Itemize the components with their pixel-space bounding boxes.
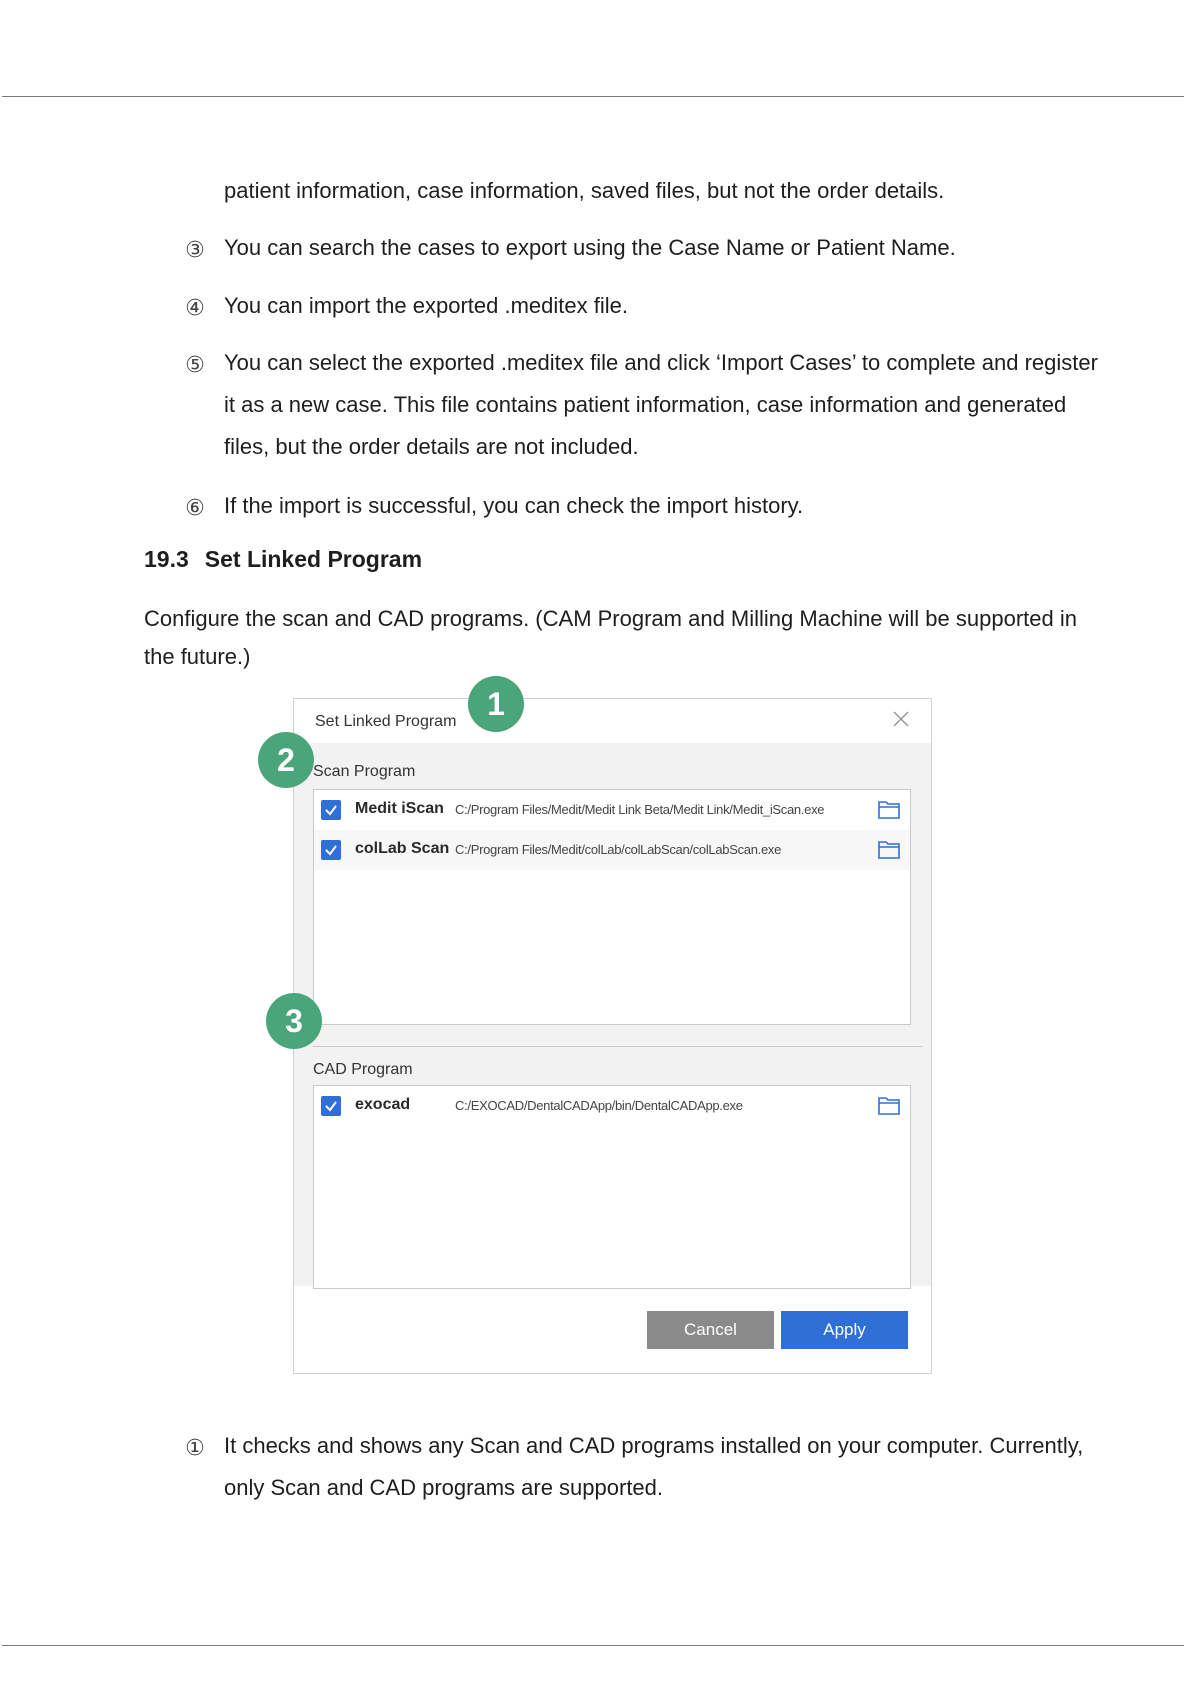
section-divider bbox=[313, 1046, 922, 1047]
dialog-body bbox=[294, 743, 931, 1286]
set-linked-program-dialog bbox=[293, 698, 932, 1374]
footer-rule bbox=[2, 1645, 1184, 1646]
program-path: C:/Program Files/Medit/Medit Link Beta/Medit Link/Medit_iScan.exe bbox=[455, 802, 825, 817]
cad-program-list bbox=[313, 1085, 911, 1289]
program-path: C:/Program Files/Medit/colLab/colLabScan/colLabScan.exe bbox=[455, 842, 782, 857]
dialog-title: Set Linked Program bbox=[315, 713, 457, 730]
callout-3: 3 bbox=[266, 993, 322, 1049]
list-marker-3: ③ bbox=[185, 237, 205, 262]
callout-1: 1 bbox=[468, 676, 524, 732]
list-marker-4: ④ bbox=[185, 295, 205, 320]
cad-program-label: CAD Program bbox=[313, 1061, 413, 1078]
paragraph-continuation: patient information, case information, saved files, but not the order details. bbox=[224, 178, 945, 203]
folder-icon[interactable] bbox=[877, 838, 901, 860]
paragraph-import: You can import the exported .meditex file. bbox=[224, 293, 628, 318]
paragraph-select: You can select the exported .meditex file and click ‘Import Cases’ to complete and register it as a new case. This file contains patient information, case information and generated files, but the order details are not included. bbox=[224, 350, 1098, 459]
list-marker-1: ① bbox=[185, 1435, 205, 1460]
program-name: exocad bbox=[355, 1096, 411, 1113]
checkbox-checked-icon[interactable] bbox=[321, 800, 341, 820]
paragraph-search: You can search the cases to export using the Case Name or Patient Name. bbox=[224, 235, 956, 260]
apply-button[interactable]: Apply bbox=[781, 1311, 908, 1349]
callout-2: 2 bbox=[258, 732, 314, 788]
paragraph-after: It checks and shows any Scan and CAD programs installed on your computer. Currently, only Scan and CAD programs are supported. bbox=[224, 1433, 1084, 1500]
checkbox-checked-icon[interactable] bbox=[321, 840, 341, 860]
program-path: C:/EXOCAD/DentalCADApp/bin/DentalCADApp.exe bbox=[455, 1098, 743, 1113]
program-name: Medit iScan bbox=[355, 800, 444, 817]
section-intro: Configure the scan and CAD programs. (CAM Program and Milling Machine will be supported in the future.) bbox=[144, 606, 1077, 669]
program-name: colLab Scan bbox=[355, 840, 450, 857]
close-icon[interactable] bbox=[891, 709, 911, 729]
checkbox-checked-icon[interactable] bbox=[321, 1096, 341, 1116]
paragraph-history: If the import is successful, you can check the import history. bbox=[224, 493, 804, 518]
scan-program-list bbox=[313, 789, 911, 1025]
folder-icon[interactable] bbox=[877, 798, 901, 820]
folder-icon[interactable] bbox=[877, 1094, 901, 1116]
header-rule bbox=[2, 96, 1184, 97]
list-marker-6: ⑥ bbox=[185, 495, 205, 520]
scan-program-row[interactable] bbox=[314, 790, 910, 830]
list-marker-5: ⑤ bbox=[185, 352, 205, 377]
section-heading bbox=[144, 546, 422, 573]
cad-program-row[interactable] bbox=[314, 1086, 910, 1126]
scan-program-row[interactable] bbox=[314, 830, 910, 870]
cancel-button[interactable]: Cancel bbox=[647, 1311, 774, 1349]
section-title: Set Linked Program bbox=[204, 546, 423, 572]
section-number: 19.3 bbox=[144, 546, 189, 572]
scan-program-label: Scan Program bbox=[313, 763, 416, 780]
